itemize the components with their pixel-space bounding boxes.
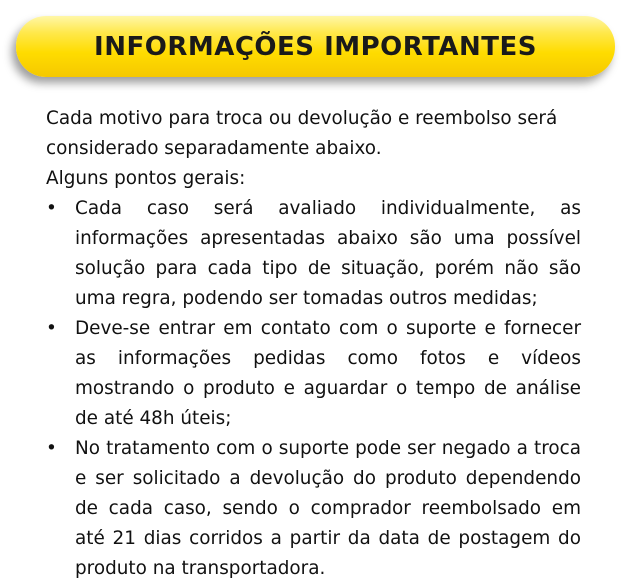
list-item-text: Cada caso será avaliado individualmente, as informações apresentadas abaixo são uma possível solução para cada tipo de situação, porém não são uma regra, podendo ser tomadas outros medidas; — [75, 198, 581, 309]
subheading: Alguns pontos gerais: — [46, 168, 246, 189]
info-content — [46, 104, 581, 584]
bullet-list — [46, 194, 581, 584]
intro-paragraph: Cada motivo para troca ou devolução e reembolso será considerado separadamente abaixo. — [46, 108, 558, 159]
list-item-text: No tratamento com o suporte pode ser negado a troca e ser solicitado a devolução do produto dependendo de cada caso, sendo o comprador reembolsado em até 21 dias corridos a partir da data de postagem do produto na transportadora. — [75, 438, 581, 579]
bullet-icon: • — [46, 318, 57, 339]
bullet-icon: • — [46, 198, 57, 219]
list-item — [46, 434, 581, 584]
banner-title: INFORMAÇÕES IMPORTANTES — [94, 31, 537, 62]
list-item — [46, 314, 581, 434]
bullet-icon: • — [46, 438, 57, 459]
list-item — [46, 194, 581, 314]
important-info-banner — [16, 16, 615, 77]
list-item-text: Deve-se entrar em contato com o suporte e fornecer as informações pedidas como fotos e vídeos mostrando o produto e aguardar o tempo de análise de até 48h úteis; — [75, 318, 581, 429]
